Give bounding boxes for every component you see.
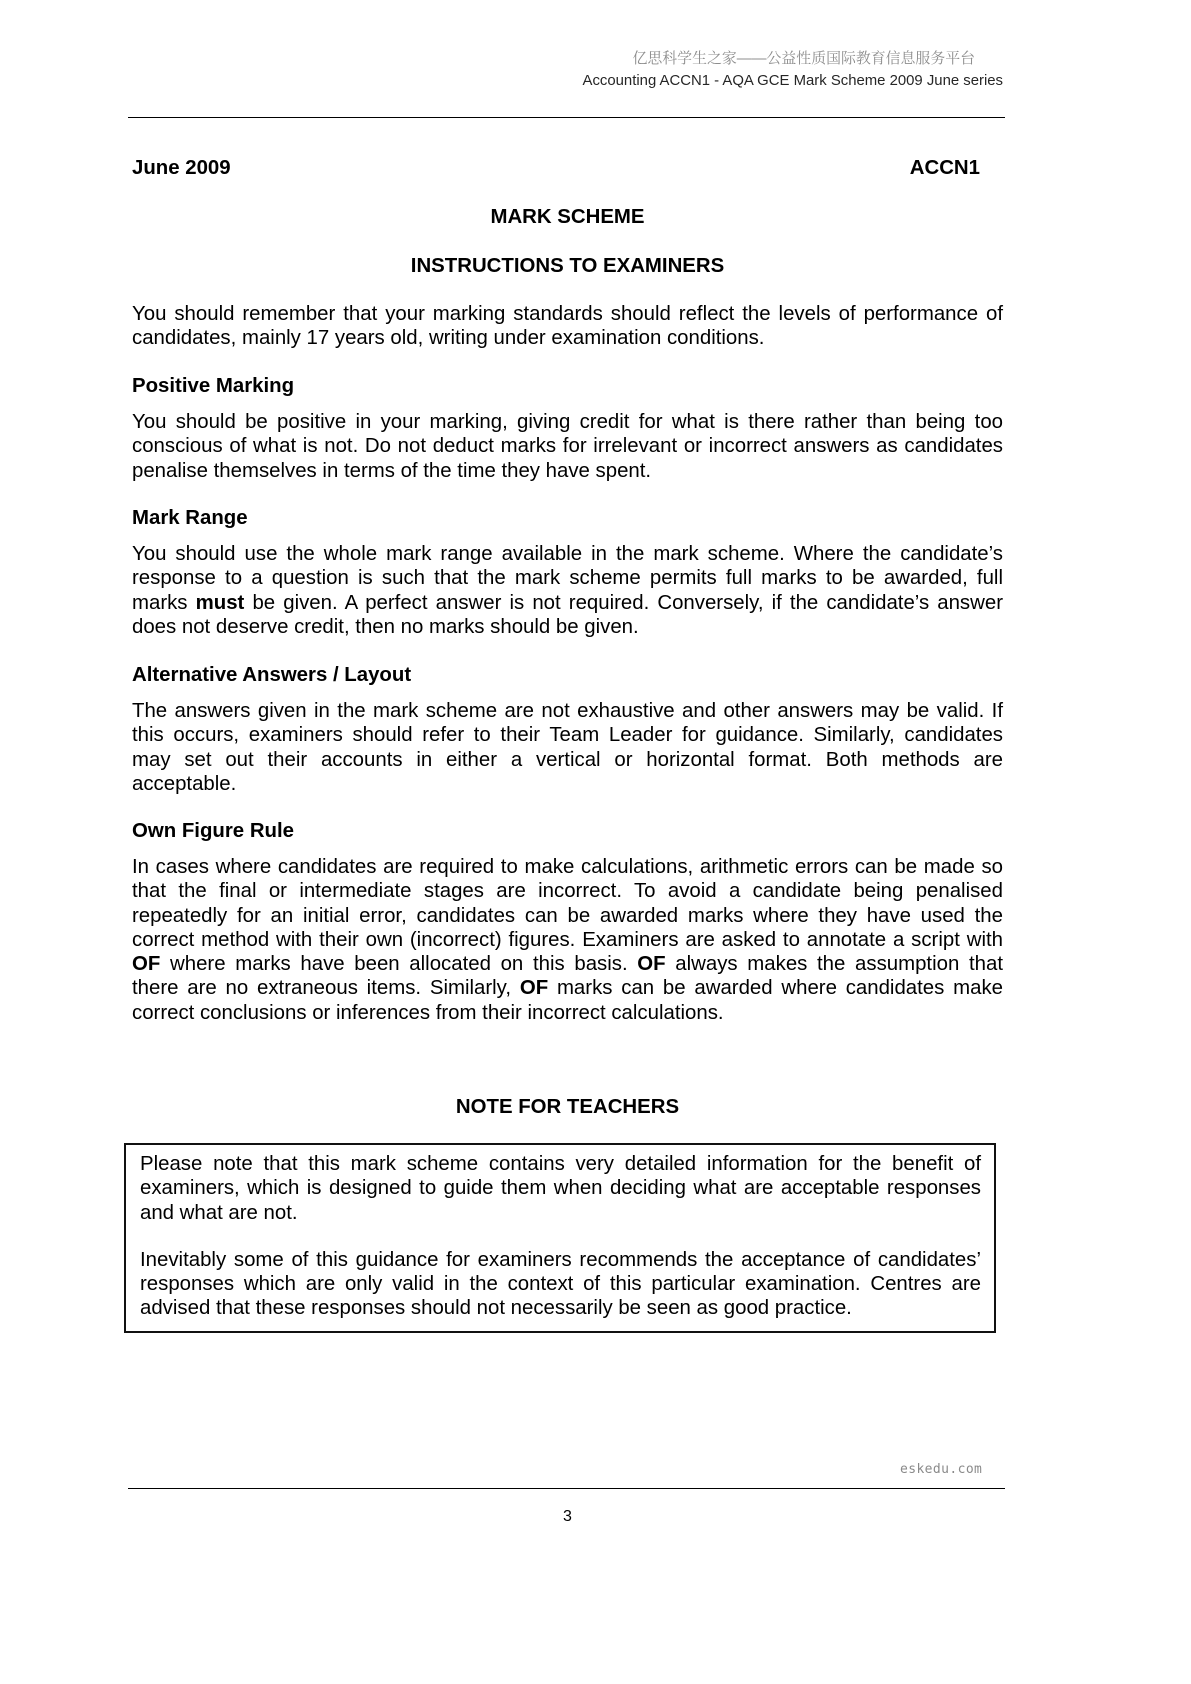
text-line: [132, 591, 1003, 615]
text-line: conscious of what is not. Do not deduct marks for irrelevant or incorrect answers as candidates: [132, 435, 1003, 458]
note-heading: NOTE FOR TEACHERS: [455, 1096, 680, 1118]
emphasis-text: OF: [132, 953, 161, 976]
emphasis-text: OF: [637, 953, 666, 976]
running-header: Accounting ACCN1 - AQA GCE Mark Scheme 2009 June series: [582, 73, 1003, 89]
text-segment: always makes the assumption that: [665, 953, 1003, 976]
text-segment: be given. A perfect answer is not required. Conversely, if the candidate’s answer: [244, 591, 1003, 614]
text-segment: marks: [132, 591, 196, 614]
emphasis-text: must: [195, 591, 245, 614]
document-title: MARK SCHEME: [490, 206, 645, 228]
text-line: [132, 976, 1003, 1000]
section-heading-mark-range: Mark Range: [132, 507, 248, 529]
text-line: examiners, which is designed to guide them when deciding what are acceptable responses: [140, 1177, 981, 1200]
text-line: and what are not.: [140, 1201, 298, 1224]
text-segment: there are no extraneous items. Similarly,: [132, 977, 520, 1000]
header-rule: [128, 117, 1005, 118]
text-line: Inevitably some of this guidance for examiners recommends the acceptance of candidates’: [140, 1248, 981, 1271]
section-paragraph-alternative-answers: [132, 699, 1003, 796]
site-banner: 亿思科学生之家——公益性质国际教育信息服务平台: [632, 51, 975, 67]
text-line: You should remember that your marking standards should reflect the levels of performance of: [132, 303, 1003, 325]
text-segment: where marks have been allocated on this basis.: [160, 953, 638, 976]
section-paragraph-own-figure-rule: [132, 855, 1003, 1025]
text-line: correct method with their own (incorrect) figures. Examiners are asked to annotate a script with: [132, 928, 1003, 951]
text-line: You should be positive in your marking, giving credit for what is there rather than being too: [132, 411, 1003, 433]
watermark: eskedu.com: [900, 1462, 983, 1477]
text-line: correct conclusions or inferences from their incorrect calculations.: [132, 1001, 724, 1024]
text-line: that the final or intermediate stages are incorrect. To avoid a candidate being penalised: [132, 880, 1003, 903]
text-line: repeatedly for an initial error, candidates can be awarded marks where they have used the: [132, 904, 1003, 927]
footer-rule: [128, 1488, 1005, 1489]
page-number: 3: [563, 1508, 572, 1525]
text-line: penalise themselves in terms of the time they have spent.: [132, 459, 652, 482]
note-box: [124, 1143, 996, 1333]
text-line: candidates, mainly 17 years old, writing under examination conditions.: [132, 327, 765, 350]
text-line: In cases where candidates are required to make calculations, arithmetic errors can be made so: [132, 856, 1003, 878]
text-line: advised that these responses should not necessarily be seen as good practice.: [140, 1297, 852, 1320]
unit-code: ACCN1: [909, 157, 980, 179]
section-paragraph-positive-marking: [132, 410, 1003, 483]
section-heading-positive-marking: Positive Marking: [132, 375, 295, 397]
text-segment: marks can be awarded where candidates make: [548, 977, 1003, 1000]
text-line: [132, 952, 1003, 976]
section-paragraph-mark-range: [132, 542, 1003, 639]
text-line: acceptable.: [132, 772, 237, 795]
text-line: You should use the whole mark range available in the mark scheme. Where the candidate’s: [132, 543, 1003, 565]
intro-paragraph: [132, 302, 1003, 351]
section-heading-own-figure-rule: Own Figure Rule: [132, 820, 295, 842]
text-line: this occurs, examiners should refer to their Team Leader for guidance. Similarly, candidates: [132, 724, 1003, 747]
text-line: does not deserve credit, then no marks should be given.: [132, 615, 639, 638]
text-line: responses which are only valid in the context of this particular examination. Centres are: [140, 1273, 981, 1296]
section-heading-alternative-answers: Alternative Answers / Layout: [132, 664, 412, 686]
text-line: The answers given in the mark scheme are not exhaustive and other answers may be valid. If: [132, 700, 1003, 722]
exam-date: June 2009: [132, 157, 231, 179]
note-paragraph: [140, 1248, 981, 1321]
text-line: may set out their accounts in either a vertical or horizontal format. Both methods are: [132, 748, 1003, 771]
emphasis-text: OF: [519, 977, 549, 1000]
text-line: response to a question is such that the mark scheme permits full marks to be awarded, full: [132, 567, 1003, 590]
note-paragraph: [140, 1152, 981, 1225]
document-subtitle: INSTRUCTIONS TO EXAMINERS: [410, 255, 725, 277]
text-line: Please note that this mark scheme contains very detailed information for the benefit of: [140, 1153, 981, 1175]
